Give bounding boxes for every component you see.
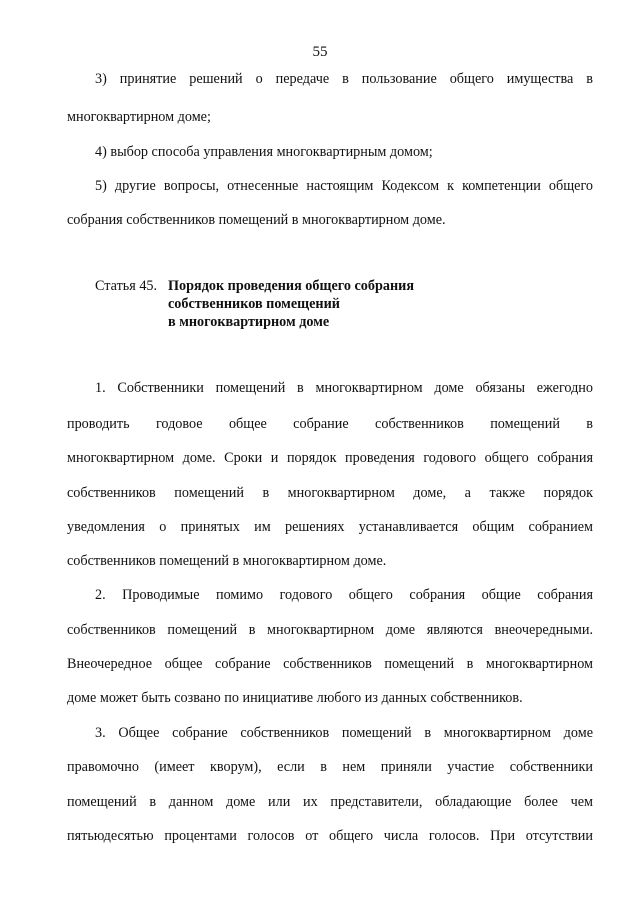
paragraph-line: 5) другие вопросы, отнесенные настоящим Кодексом к компетенции общего (95, 178, 593, 194)
paragraph-line: проводить годовое общее собрание собственников помещений в (67, 416, 593, 432)
paragraph-line: 3) принятие решений о передаче в пользование общего имущества в (95, 71, 593, 87)
article-title-line: в многоквартирном доме (168, 314, 330, 330)
article-title (168, 277, 414, 331)
article-title-line: Порядок проведения общего собрания (168, 278, 414, 294)
article-title-line: собственников помещений (168, 296, 340, 312)
paragraph-line: уведомления о принятых им решениях устанавливается общим собранием (67, 519, 593, 535)
paragraph-line: собственников помещений в многоквартирном доме являются внеочередными. (67, 622, 593, 638)
paragraph-line: многоквартирном доме. Сроки и порядок проведения годового общего собрания (67, 450, 593, 466)
paragraph-line: 2. Проводимые помимо годового общего собрания общие собрания (95, 587, 593, 603)
paragraph-line: помещений в данном доме или их представители, обладающие более чем (67, 794, 593, 810)
paragraph-line: пятьюдесятью процентами голосов от общего числа голосов. При отсутствии (67, 828, 593, 844)
paragraph-line: собственников помещений в многоквартирном доме, а также порядок (67, 485, 593, 501)
paragraph-line: доме может быть созвано по инициативе любого из данных собственников. (67, 690, 523, 706)
page-number: 55 (312, 44, 328, 60)
article-label: Статья 45. (95, 278, 158, 294)
paragraph-line: 4) выбор способа управления многоквартирным домом; (95, 144, 433, 160)
paragraph-line: Внеочередное общее собрание собственников помещений в многоквартирном (67, 656, 593, 672)
paragraph-line: 3. Общее собрание собственников помещений в многоквартирном доме (95, 725, 593, 741)
paragraph-line: многоквартирном доме; (67, 109, 211, 125)
paragraph-line: 1. Собственники помещений в многоквартирном доме обязаны ежегодно (95, 380, 593, 396)
paragraph-line: собственников помещений в многоквартирном доме. (67, 553, 387, 569)
paragraph-line: собрания собственников помещений в многоквартирном доме. (67, 212, 446, 228)
paragraph-line: правомочно (имеет кворум), если в нем приняли участие собственники (67, 759, 593, 775)
